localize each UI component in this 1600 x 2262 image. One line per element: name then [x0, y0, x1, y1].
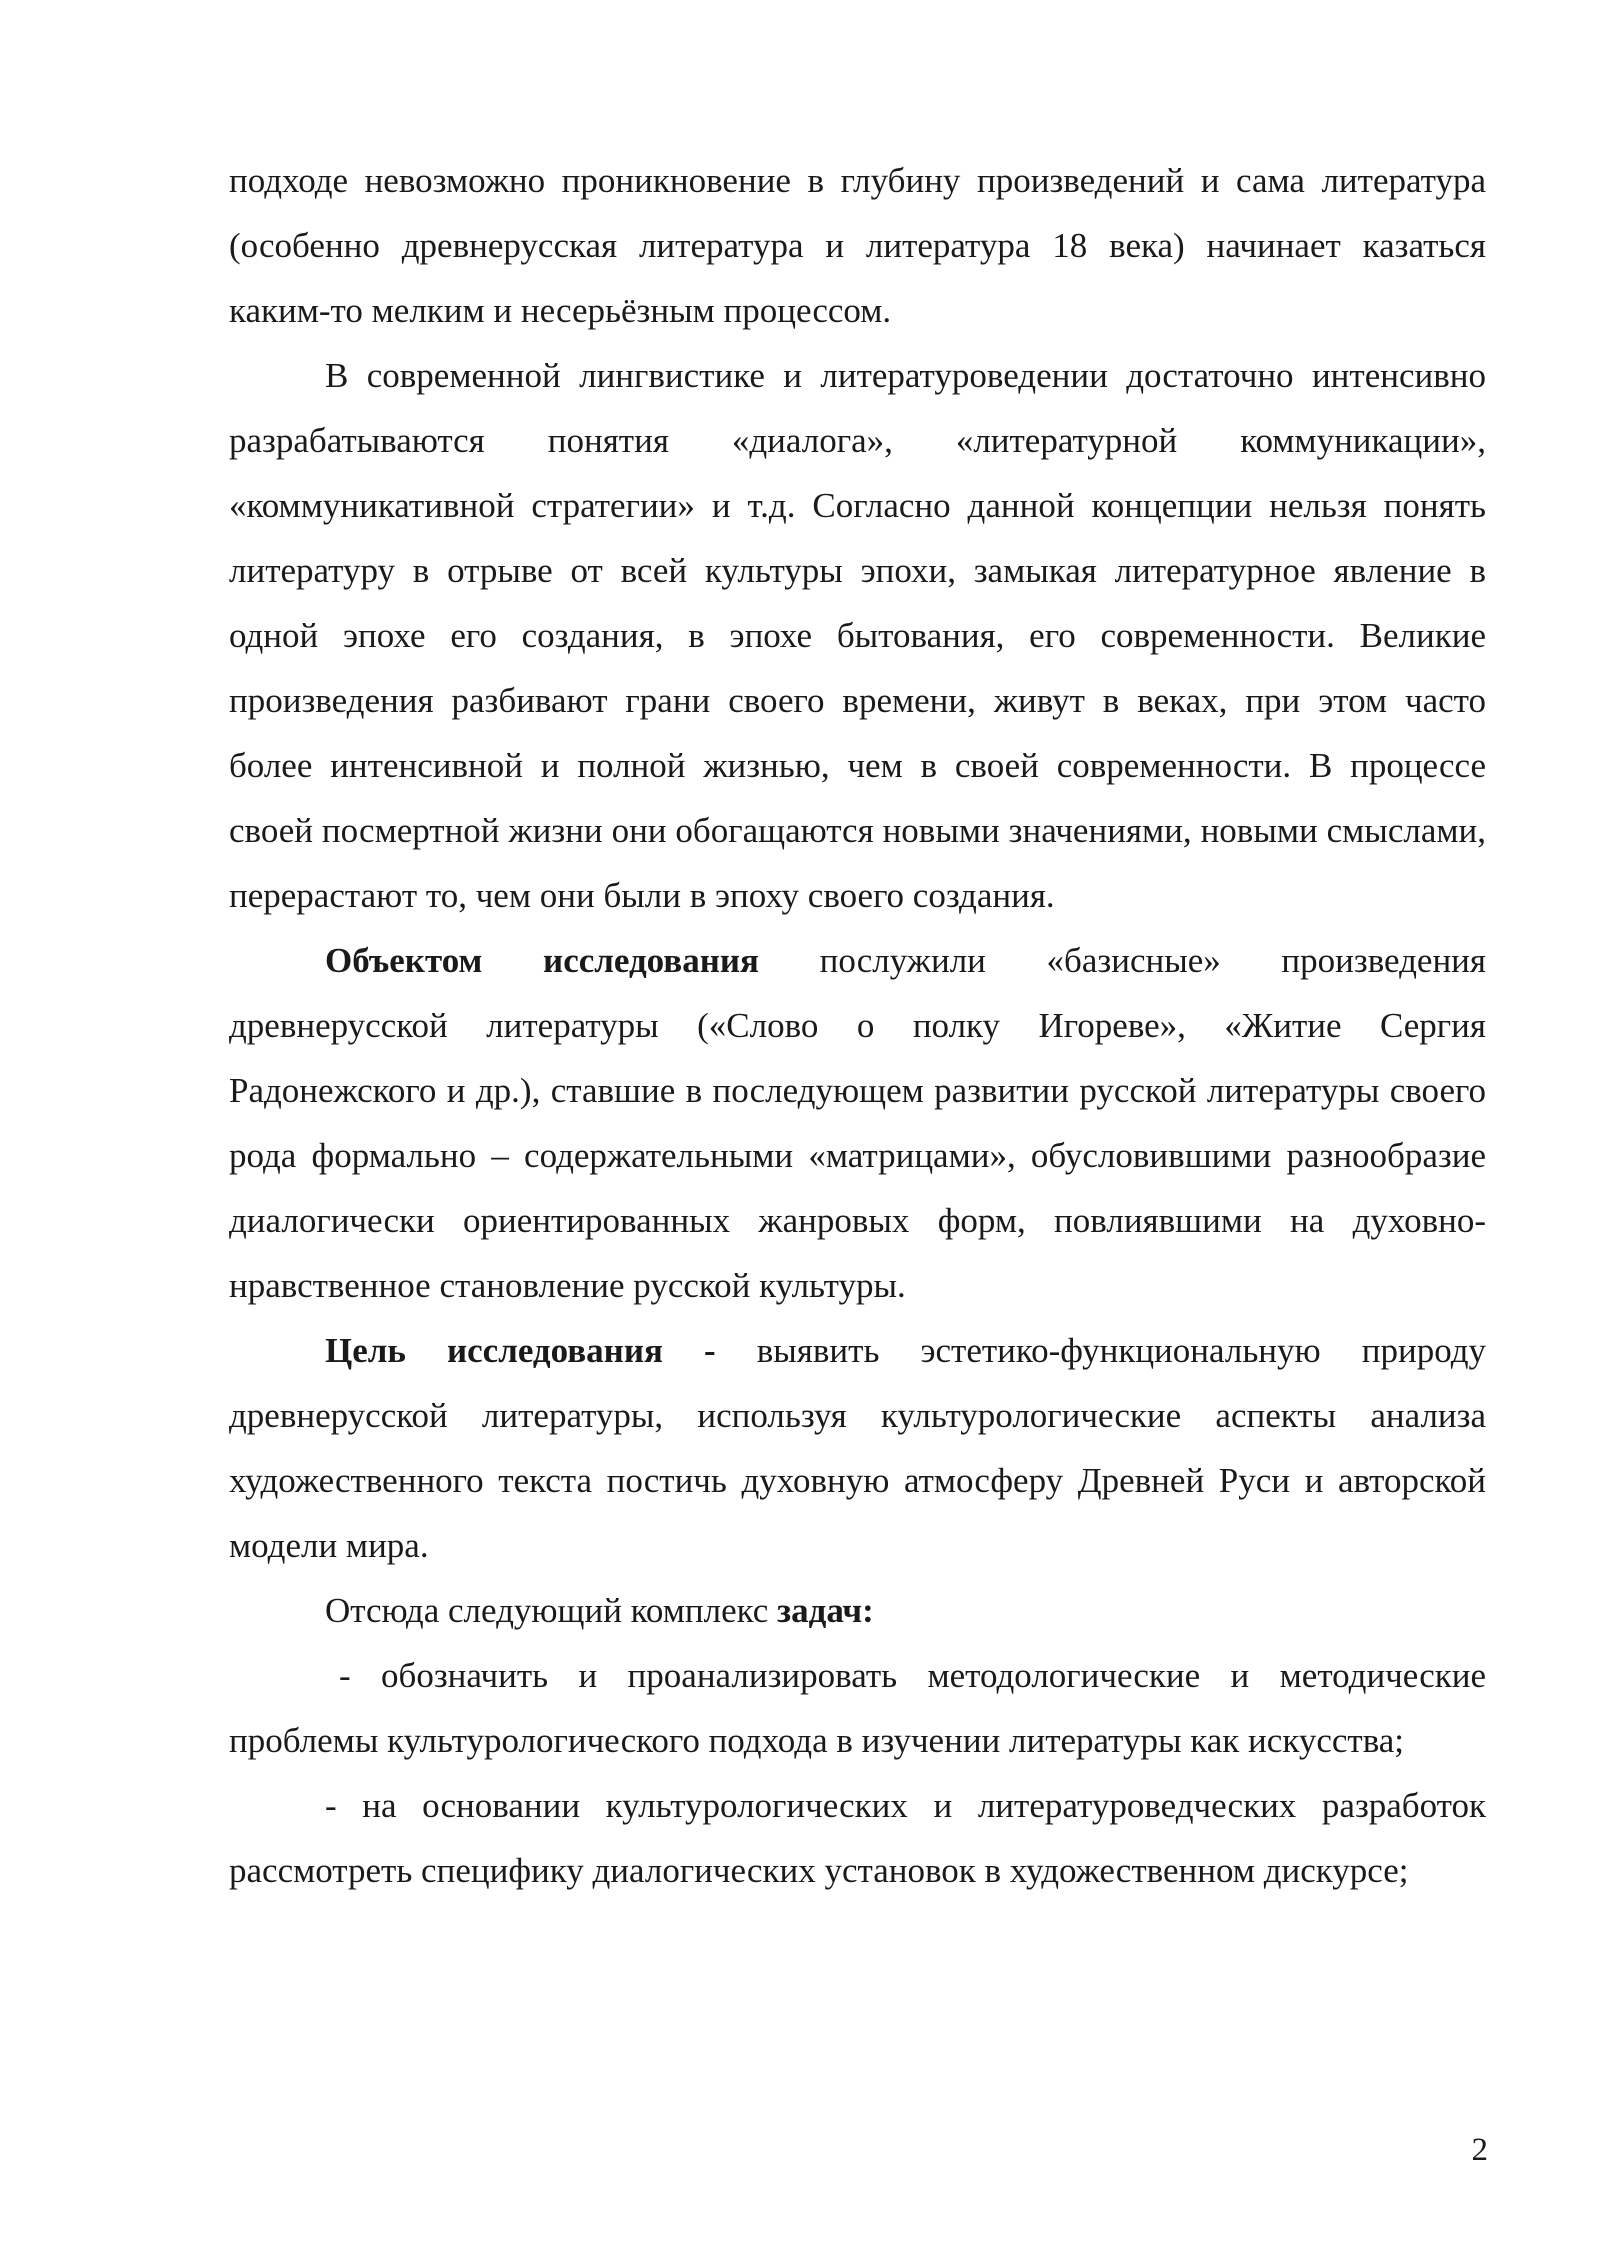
- paragraph-2: В современной лингвистике и литературоведении достаточно интенсивно разрабатываются понятия «диалога», «литературной коммуникации», «коммуникативной стратегии» и т.д. Согласно данной концепции нельзя понять литературу в отрыве от всей культуры эпохи, замыкая литературное явление в одной эпохе его создания, в эпохе бытования, его современности. Великие произведения разбивают грани своего времени, живут в веках, при этом часто более интенсивной и полной жизнью, чем в своей современности. В процессе своей посмертной жизни они обогащаются новыми значениями, новыми смыслами, перерастают то, чем они были в эпоху своего создания.: [229, 356, 1486, 915]
- paragraph-object: [229, 928, 1486, 1318]
- tasks-intro-text: Отсюда следующий комплекс: [325, 1591, 778, 1630]
- goal-heading: Цель исследования -: [325, 1331, 716, 1370]
- paragraph-tasks-intro: [229, 1578, 1486, 1643]
- tasks-heading: задач:: [777, 1591, 874, 1630]
- page-number: 2: [1471, 2132, 1488, 2168]
- paragraph-1: подходе невозможно проникновение в глубину произведений и сама литература (особенно древнерусская литература и литература 18 века) начинает казаться каким-то мелким и несерьёзным процессом.: [229, 161, 1486, 330]
- task-item-2: - на основании культурологических и литературоведческих разработок рассмотреть специфику диалогических установок в художественном дискурсе;: [229, 1786, 1486, 1890]
- task-item-1: - обозначить и проанализировать методологические и методические проблемы культурологического подхода в изучении литературы как искусства;: [229, 1656, 1486, 1760]
- object-text: послужили «базисные» произведения древнерусской литературы («Слово о полку Игореве», «Житие Сергия Радонежского и др.), ставшие в последующем развитии русской литературы своего рода формально – содержательными «матрицами», обусловившими разнообразие диалогически ориентированных жанровых форм, повлиявшими на духовно-нравственное становление русской культуры.: [229, 941, 1487, 1305]
- object-heading: Объектом исследования: [325, 941, 759, 980]
- paragraph-goal: [229, 1318, 1486, 1578]
- body-text: [229, 148, 1486, 1903]
- goal-text: выявить эстетико-функциональную природу древнерусской литературы, используя культурологические аспекты анализа художественного текста постичь духовную атмосферу Древней Руси и авторской модели мира.: [229, 1331, 1486, 1565]
